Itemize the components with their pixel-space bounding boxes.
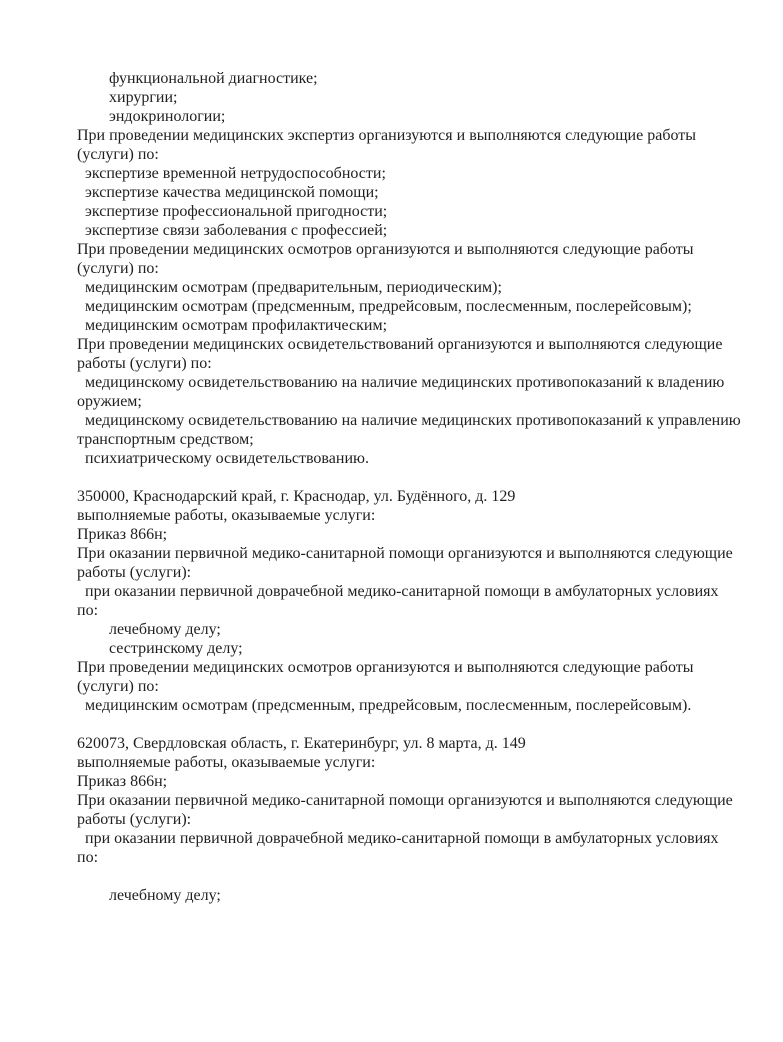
- text-line: медицинским осмотрам (предсменным, предрейсовым, послесменным, послерейсовым).: [85, 697, 692, 714]
- text-line: функциональной диагностике;: [109, 70, 318, 87]
- text-line: экспертизе профессиональной пригодности;: [85, 203, 388, 220]
- text-line: При проведении медицинских экспертиз организуются и выполняются следующие работы: [77, 127, 696, 144]
- text-line: лечебному делу;: [109, 621, 221, 638]
- text-line: При проведении медицинских осмотров организуются и выполняются следующие работы: [77, 659, 694, 676]
- text-line: при оказании первичной доврачебной медико-санитарной помощи в амбулаторных условиях: [85, 830, 719, 847]
- text-line: При оказании первичной медико-санитарной помощи организуются и выполняются следующие: [77, 792, 733, 809]
- text-line: (услуги) по:: [77, 146, 159, 163]
- text-line: работы (услуги):: [77, 811, 192, 828]
- text-line: при оказании первичной доврачебной медико-санитарной помощи в амбулаторных условиях: [85, 583, 719, 600]
- text-line: 350000, Краснодарский край, г. Краснодар, ул. Будённого, д. 129: [77, 488, 516, 505]
- text-line: Приказ 866н;: [77, 526, 168, 543]
- text-line: При проведении медицинских освидетельствований организуются и выполняются следующие: [77, 336, 723, 353]
- text-line: Приказ 866н;: [77, 773, 168, 790]
- text-line: транспортным средством;: [77, 431, 254, 448]
- license-text-block: [77, 69, 772, 905]
- text-line: оружием;: [77, 393, 142, 410]
- text-line: лечебному делу;: [109, 887, 221, 904]
- text-line: медицинским осмотрам (предсменным, предрейсовым, послесменным, послерейсовым);: [85, 298, 692, 315]
- text-line: по:: [77, 849, 99, 866]
- text-line: хирургии;: [109, 89, 178, 106]
- text-line: выполняемые работы, оказываемые услуги:: [77, 507, 376, 524]
- text-line: психиатрическому освидетельствованию.: [85, 450, 369, 467]
- text-line: экспертизе качества медицинской помощи;: [85, 184, 379, 201]
- text-line: по:: [77, 602, 99, 619]
- text-line: экспертизе связи заболевания с профессией;: [85, 222, 388, 239]
- text-line: сестринскому делу;: [109, 640, 243, 657]
- text-line: 620073, Свердловская область, г. Екатеринбург, ул. 8 марта, д. 149: [77, 735, 526, 752]
- text-line: выполняемые работы, оказываемые услуги:: [77, 754, 376, 771]
- text-line: работы (услуги):: [77, 564, 192, 581]
- text-line: экспертизе временной нетрудоспособности;: [85, 165, 386, 182]
- text-line: медицинским осмотрам профилактическим;: [85, 317, 388, 334]
- text-line: медицинским осмотрам (предварительным, периодическим);: [85, 279, 502, 296]
- text-line: медицинскому освидетельствованию на наличие медицинских противопоказаний к владению: [85, 374, 725, 391]
- text-line: работы (услуги) по:: [77, 355, 212, 372]
- text-line: При проведении медицинских осмотров организуются и выполняются следующие работы: [77, 241, 694, 258]
- text-line: При оказании первичной медико-санитарной помощи организуются и выполняются следующие: [77, 545, 733, 562]
- text-line: эндокринологии;: [109, 108, 226, 125]
- text-line: (услуги) по:: [77, 260, 159, 277]
- text-line: медицинскому освидетельствованию на наличие медицинских противопоказаний к управлению: [85, 412, 741, 429]
- text-line: (услуги) по:: [77, 678, 159, 695]
